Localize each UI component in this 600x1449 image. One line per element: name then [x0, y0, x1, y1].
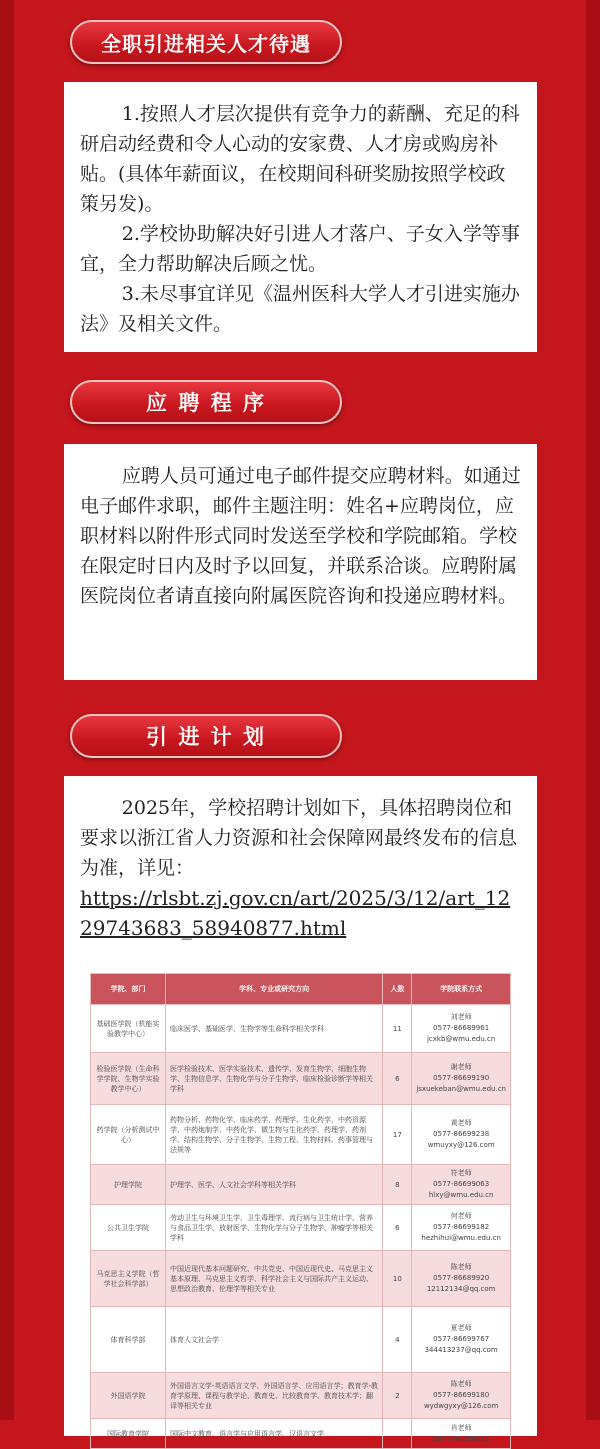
cell-contact — [412, 1373, 511, 1419]
contact-phone: 0577-86689961 — [433, 1024, 490, 1032]
application-section-title: 应 聘 程 序 — [70, 380, 342, 424]
application-paragraph: 应聘人员可通过电子邮件提交应聘材料。如通过电子邮件求职，邮件主题注明：姓名+应聘岗位，应职材料以附件形式同时发送至学校和学院邮箱。学校在限定时日内及时予以回复，并联系洽谈。应聘附属医院岗位者请直接向附属医院咨询和投递应聘材料。 — [80, 465, 521, 607]
recruitment-plan-table — [90, 973, 511, 1449]
application-content-box — [64, 444, 537, 680]
cell-num: 6 — [383, 1053, 412, 1105]
table-row — [91, 1205, 511, 1251]
right-border-stripe — [586, 0, 600, 1420]
cell-dept: 检验医学院（生命科学学院、生物学实验教学中心） — [91, 1053, 166, 1105]
cell-num: 8 — [383, 1165, 412, 1205]
header-contact: 学院联系方式 — [412, 974, 511, 1005]
cell-dept: 国际教育学院 — [91, 1419, 166, 1449]
left-border-stripe — [0, 0, 14, 1420]
contact-name: 肖老师 — [450, 1423, 472, 1432]
table-row — [91, 1053, 511, 1105]
benefits-paragraph-3: 3.未尽事宜详见《温州医科大学人才引进实施办法》及相关文件。 — [80, 283, 520, 335]
plan-section-title: 引 进 计 划 — [70, 714, 342, 758]
table-row — [91, 1005, 511, 1053]
contact-phone: 0577-86699767 — [433, 1335, 490, 1343]
cell-contact — [412, 1053, 511, 1105]
cell-num — [383, 1419, 412, 1449]
cell-field: 临床医学、基础医学、生物学等生命科学相关学科 — [166, 1005, 383, 1053]
contact-name: 符老师 — [450, 1169, 472, 1177]
plan-table-wrapper — [90, 973, 511, 1449]
table-row — [91, 1373, 511, 1419]
cell-dept: 公共卫生学院 — [91, 1205, 166, 1251]
benefits-paragraph-2: 2.学校协助解决好引进人才落户、子女入学等事宜，全力帮助解决后顾之忧。 — [80, 223, 520, 275]
cell-contact — [412, 1419, 511, 1449]
cell-contact — [412, 1105, 511, 1165]
contact-name: 黄老师 — [450, 1119, 472, 1127]
cell-num: 11 — [383, 1005, 412, 1053]
table-header-row — [91, 974, 511, 1005]
cell-field: 药物分析、药物化学、临床药学、药理学、生化药学、中药资源学、中药炮制学、中药化学、微生物与生化药学、药理学、药剂学、结构生物学、分子生物学、生物工程、生物材料、药事管理与法规等 — [166, 1105, 383, 1165]
cell-field: 医学检验技术、医学实验技术、遗传学、发育生物学、细胞生物学、生物信息学、生物化学与分子生物学、临床检验诊断学等相关学科 — [166, 1053, 383, 1105]
cell-num: 17 — [383, 1105, 412, 1165]
cell-num: 10 — [383, 1251, 412, 1307]
header-num: 人数 — [383, 974, 412, 1005]
cell-num: 2 — [383, 1373, 412, 1419]
contact-name: 何老师 — [450, 1212, 472, 1220]
table-row — [91, 1307, 511, 1373]
plan-content-box — [64, 776, 537, 1443]
contact-email[interactable]: wmuyxy@126.com — [427, 1141, 495, 1149]
plan-link[interactable]: https://rlsbt.zj.gov.cn/art/2025/3/12/art_1229743683_58940877.html — [80, 886, 511, 940]
contact-name: 刘老师 — [450, 1013, 472, 1021]
cell-dept: 基础医学院（机能实验教学中心） — [91, 1005, 166, 1053]
cell-field: 国际中文教育、语言学与应用语言学、汉语言文学 — [166, 1419, 383, 1449]
cell-contact — [412, 1005, 511, 1053]
contact-name: 陈老师 — [450, 1263, 472, 1271]
cell-contact — [412, 1307, 511, 1373]
cell-field: 中国近现代基本问题研究、中共党史、中国近现代史、马克思主义基本原理、马克思主义哲学、科学社会主义与国际共产主义运动、思想政治教育、伦理学等相关专业 — [166, 1251, 383, 1307]
header-dept: 学院、部门 — [91, 974, 166, 1005]
contact-phone: 0577-86699182 — [433, 1223, 490, 1231]
contact-phone: 0577-86689920 — [433, 1274, 490, 1282]
cell-dept: 体育科学部 — [91, 1307, 166, 1373]
table-row — [91, 1419, 511, 1449]
benefits-content-box — [64, 82, 537, 352]
contact-name: 陈老师 — [450, 1380, 472, 1388]
cell-dept: 马克思主义学院（哲学社会科学部） — [91, 1251, 166, 1307]
contact-email[interactable]: hezhihui@wmu.edu.cn — [421, 1234, 501, 1242]
contact-email[interactable]: wydwgyxy@126.com — [423, 1402, 499, 1410]
contact-phone: 0577-86699190 — [433, 1074, 490, 1082]
cell-field: 外国语言文学-英语语言文学、外国语言学、应用语言学；教育学-教育学原理、课程与教学论、教育史、比较教育学、教育技术学；翻译等相关专业 — [166, 1373, 383, 1419]
contact-name: 谢老师 — [450, 1063, 472, 1071]
cell-field: 体育人文社会学 — [166, 1307, 383, 1373]
table-row — [91, 1165, 511, 1205]
contact-name: 夏老师 — [450, 1324, 472, 1332]
benefits-paragraph-1: 1.按照人才层次提供有竞争力的薪酬、充足的科研启动经费和令人心动的安家费、人才房或购房补贴。(具体年薪面议，在校期间科研奖励按照学校政策另发)。 — [80, 103, 520, 215]
contact-phone: 0577-86699033 — [433, 1434, 490, 1443]
table-row — [91, 1251, 511, 1307]
cell-field: 护理学、医学、人文社会学科等相关学科 — [166, 1165, 383, 1205]
table-body — [91, 1005, 511, 1449]
cell-dept: 外国语学院 — [91, 1373, 166, 1419]
cell-field: 劳动卫生与环境卫生学、卫生毒理学、流行病与卫生统计学、营养与食品卫生学、放射医学、生物化学与分子生物学、肿瘤学等相关学科 — [166, 1205, 383, 1251]
plan-intro: 2025年，学校招聘计划如下，具体招聘岗位和要求以浙江省人力资源和社会保障网最终发布的信息为准，详见： — [80, 797, 518, 879]
contact-email[interactable]: 12112134@qq.com — [426, 1285, 496, 1293]
cell-contact — [412, 1205, 511, 1251]
contact-email[interactable]: jsxuekeban@wmu.edu.cn — [416, 1085, 506, 1093]
benefits-section-title: 全职引进相关人才待遇 — [70, 20, 342, 64]
cell-num: 4 — [383, 1307, 412, 1373]
contact-email[interactable]: jcxkb@wmu.edu.cn — [426, 1035, 496, 1043]
cell-num: 6 — [383, 1205, 412, 1251]
cell-dept: 药学院（分析测试中心） — [91, 1105, 166, 1165]
header-field: 学科、专业或研究方向 — [166, 974, 383, 1005]
contact-email[interactable]: 344413237@qq.com — [424, 1346, 498, 1354]
contact-email[interactable]: hlxy@wmu.edu.cn — [428, 1191, 494, 1199]
contact-phone: 0577-86699238 — [433, 1130, 490, 1138]
cell-dept: 护理学院 — [91, 1165, 166, 1205]
table-row — [91, 1105, 511, 1165]
cell-contact — [412, 1165, 511, 1205]
cell-contact — [412, 1251, 511, 1307]
contact-phone: 0577-86699180 — [433, 1391, 490, 1399]
contact-phone: 0577-86699063 — [433, 1180, 490, 1188]
